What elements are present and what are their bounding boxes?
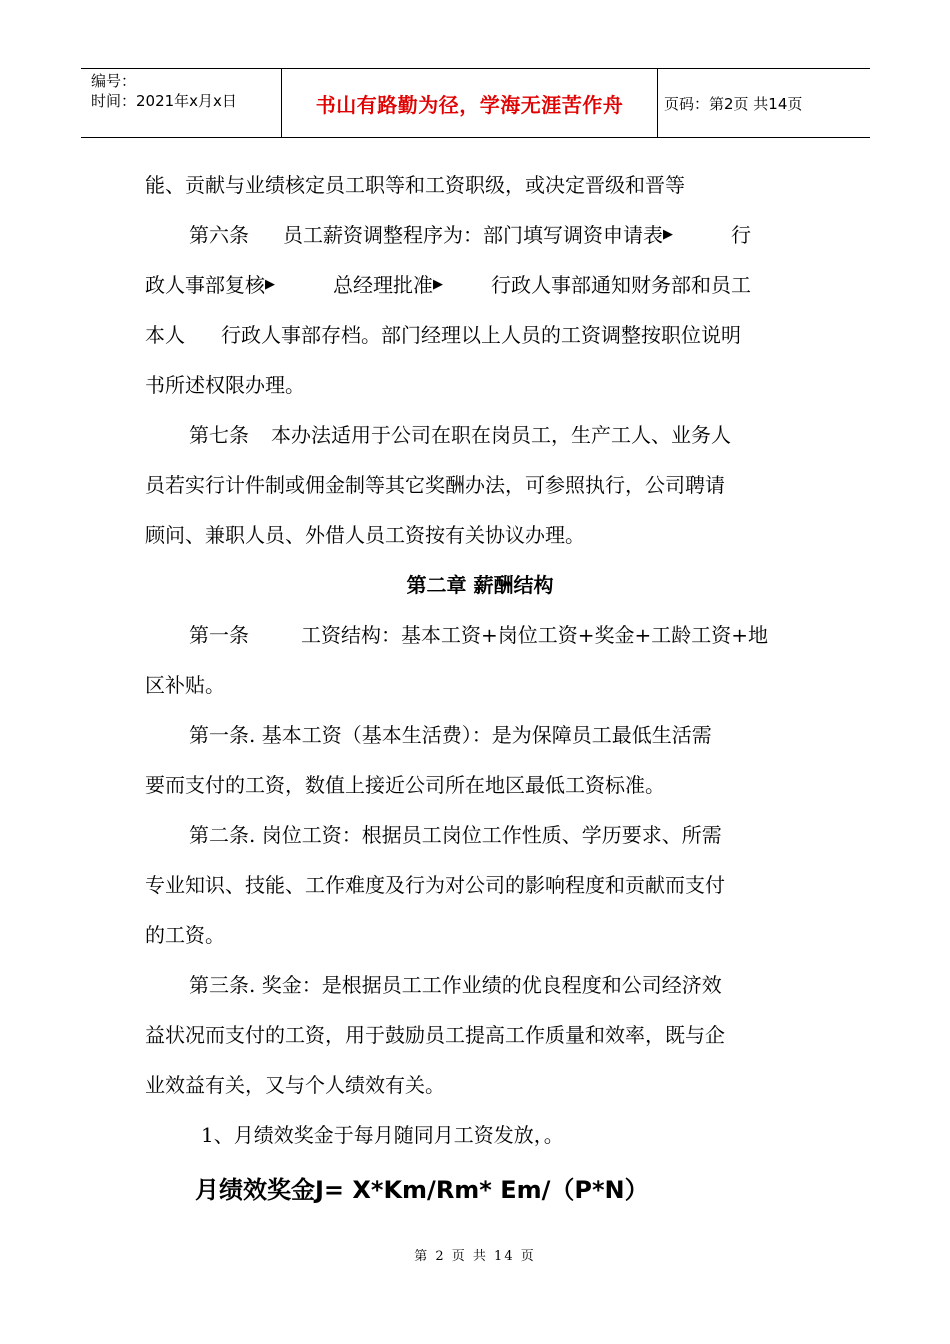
header-slogan: 书山有路勤为径，学海无涯苦作舟 [282, 69, 658, 137]
paragraph-line: 员若实行计件制或佣金制等其它奖酬办法，可参照执行，公司聘请 [145, 473, 725, 497]
paragraph-line: 第三条. 奖金：是根据员工工作业绩的优良程度和公司经济效 [189, 973, 722, 997]
page-footer: 第 2 页 共 14 页 [414, 1249, 536, 1264]
paragraph-line: 益状况而支付的工资，用于鼓励员工提高工作质量和效率，既与企 [145, 1023, 725, 1047]
paragraph-line [145, 210, 815, 260]
article-text: 行政人事部存档。部门经理以上人员的工资调整按职位说明 [221, 323, 741, 347]
paragraph-line: 区补贴。 [145, 673, 225, 697]
document-body [145, 160, 815, 1220]
formula: 月绩效奖金J= X*Km/Rm* Em/（P*N） [195, 1176, 649, 1204]
header-number-label: 编号： [91, 72, 137, 90]
article-text: 工资结构：基本工资+岗位工资+奖金+工龄工资+地 [301, 623, 769, 647]
paragraph-line: 第二条. 岗位工资：根据员工岗位工作性质、学历要求、所需 [189, 823, 722, 847]
paragraph-line: 第一条. 基本工资（基本生活费）：是为保障员工最低生活需 [189, 723, 712, 747]
header-time-label: 时间：2021年x月x日 [91, 92, 237, 110]
article-number: 第六条 [189, 223, 249, 247]
paragraph-line: 1、月绩效奖金于每月随同月工资发放，。 [201, 1123, 564, 1147]
article-text: 行 [731, 223, 751, 247]
article-text: 本办法适用于公司在职在岗员工，生产工人、业务人 [271, 423, 731, 447]
paragraph-line [145, 610, 815, 660]
paragraph-line [145, 310, 815, 360]
article-text: 政人事部复核 [145, 273, 265, 297]
paragraph-line [145, 260, 815, 310]
chapter-title: 第二章 薪酬结构 [406, 573, 554, 597]
article-text: 本人 [145, 323, 185, 347]
article-number: 第一条 [189, 623, 249, 647]
article-text: 行政人事部通知财务部和员工 [491, 273, 751, 297]
paragraph-line: 能、贡献与业绩核定员工职等和工资职级，或决定晋级和晋等 [145, 173, 685, 197]
arrow-right-icon: ▶ [265, 277, 275, 292]
article-text: 员工薪资调整程序为：部门填写调资申请表 [283, 223, 663, 247]
article-number: 第七条 [189, 423, 249, 447]
paragraph-line: 顾问、兼职人员、外借人员工资按有关协议办理。 [145, 523, 585, 547]
paragraph-line: 书所述权限办理。 [145, 373, 305, 397]
paragraph-line [145, 410, 815, 460]
paragraph-line: 专业知识、技能、工作难度及行为对公司的影响程度和贡献而支付 [145, 873, 725, 897]
arrow-right-icon: ▶ [663, 227, 673, 242]
paragraph-line: 业效益有关，又与个人绩效有关。 [145, 1073, 445, 1097]
arrow-right-icon: ▶ [433, 277, 443, 292]
header-page-label: 页码：第2页 共14页 [664, 94, 803, 113]
paragraph-line: 的工资。 [145, 923, 225, 947]
paragraph-line: 要而支付的工资，数值上接近公司所在地区最低工资标准。 [145, 773, 665, 797]
header-meta-cell [81, 69, 282, 137]
article-text: 总经理批准 [333, 273, 433, 297]
page-header [81, 68, 870, 138]
